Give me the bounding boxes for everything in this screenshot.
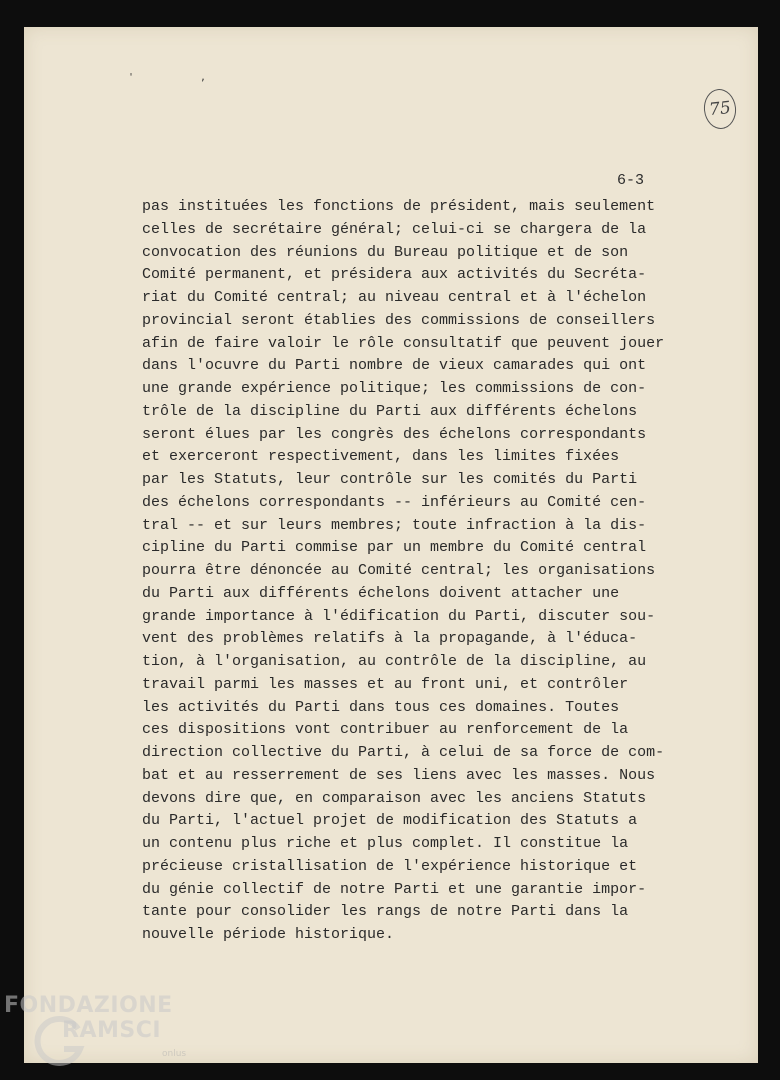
text-line: afin de faire valoir le rôle consultatif que peuvent jouer xyxy=(142,334,665,352)
fondazione-gramsci-watermark xyxy=(4,993,204,1078)
folio-number: 75 xyxy=(708,97,732,121)
watermark-onlus: onlus xyxy=(162,1049,187,1059)
text-line: pas instituées les fonctions de président, mais seulement xyxy=(142,198,656,215)
text-line: riat du Comité central; au niveau central et à l'échelon xyxy=(142,289,647,306)
text-line: direction collective du Parti, à celui de sa force de com- xyxy=(142,744,665,761)
text-line: pourra être dénoncée au Comité central; les organisations xyxy=(142,562,656,579)
text-line: trôle de la discipline du Parti aux différents échelons xyxy=(142,402,638,420)
folio-number-stamp xyxy=(702,87,738,130)
watermark-line1: FONDAZIONE xyxy=(4,993,173,1018)
text-line: tral -- et sur leurs membres; toute infraction à la dis- xyxy=(142,516,647,534)
text-line: ces dispositions vont contribuer au renforcement de la xyxy=(142,721,629,739)
text-line: travail parmi les masses et au front uni, et contrôler xyxy=(142,675,629,693)
text-line: du Parti aux différents échelons doivent attacher une xyxy=(142,584,620,602)
text-line: une grande expérience politique; les commissions de con- xyxy=(142,380,647,397)
text-line: dans l'ocuvre du Parti nombre de vieux camarades qui ont xyxy=(142,357,647,375)
text-line: bat et au resserrement de ses liens avec les masses. Nous xyxy=(142,766,656,784)
text-line: nouvelle période historique. xyxy=(142,926,395,943)
text-line: un contenu plus riche et plus complet. Il constitue la xyxy=(142,835,629,852)
text-line: des échelons correspondants -- inférieurs au Comité cen- xyxy=(142,493,647,511)
text-line: précieuse cristallisation de l'expérience historique et xyxy=(142,857,638,875)
text-line: cipline du Parti commise par un membre du Comité central xyxy=(142,539,647,557)
text-line: tante pour consolider les rangs de notre Parti dans la xyxy=(142,903,629,921)
document-page xyxy=(24,27,758,1063)
text-line: seront élues par les congrès des échelons correspondants xyxy=(142,425,647,443)
text-line: les activités du Parti dans tous ces domaines. Toutes xyxy=(142,698,620,716)
corner-marks: ' , xyxy=(128,72,237,83)
text-line: et exerceront respectivement, dans les limites fixées xyxy=(142,448,620,466)
page-number: 6-3 xyxy=(617,172,645,189)
text-line: vent des problèmes relatifs à la propagande, à l'éduca- xyxy=(142,630,638,648)
text-line: du Parti, l'actuel projet de modification des Statuts a xyxy=(142,812,638,830)
text-line: grande importance à l'édification du Parti, discuter sou- xyxy=(142,607,656,625)
text-line: par les Statuts, leur contrôle sur les comités du Parti xyxy=(142,471,638,488)
text-line: devons dire que, en comparaison avec les anciens Statuts xyxy=(142,789,647,807)
watermark-line2: RAMSCI xyxy=(62,1018,162,1043)
text-line: convocation des réunions du Bureau politique et de son xyxy=(142,243,629,261)
body-text xyxy=(142,196,664,947)
text-line: tion, à l'organisation, au contrôle de la discipline, au xyxy=(142,653,647,670)
text-line: provincial seront établies des commissions de conseillers xyxy=(142,311,656,329)
text-line: celles de secrétaire général; celui-ci se chargera de la xyxy=(142,220,647,238)
text-line: du génie collectif de notre Parti et une garantie impor- xyxy=(142,880,647,898)
text-line: Comité permanent, et présidera aux activités du Secréta- xyxy=(142,266,647,284)
